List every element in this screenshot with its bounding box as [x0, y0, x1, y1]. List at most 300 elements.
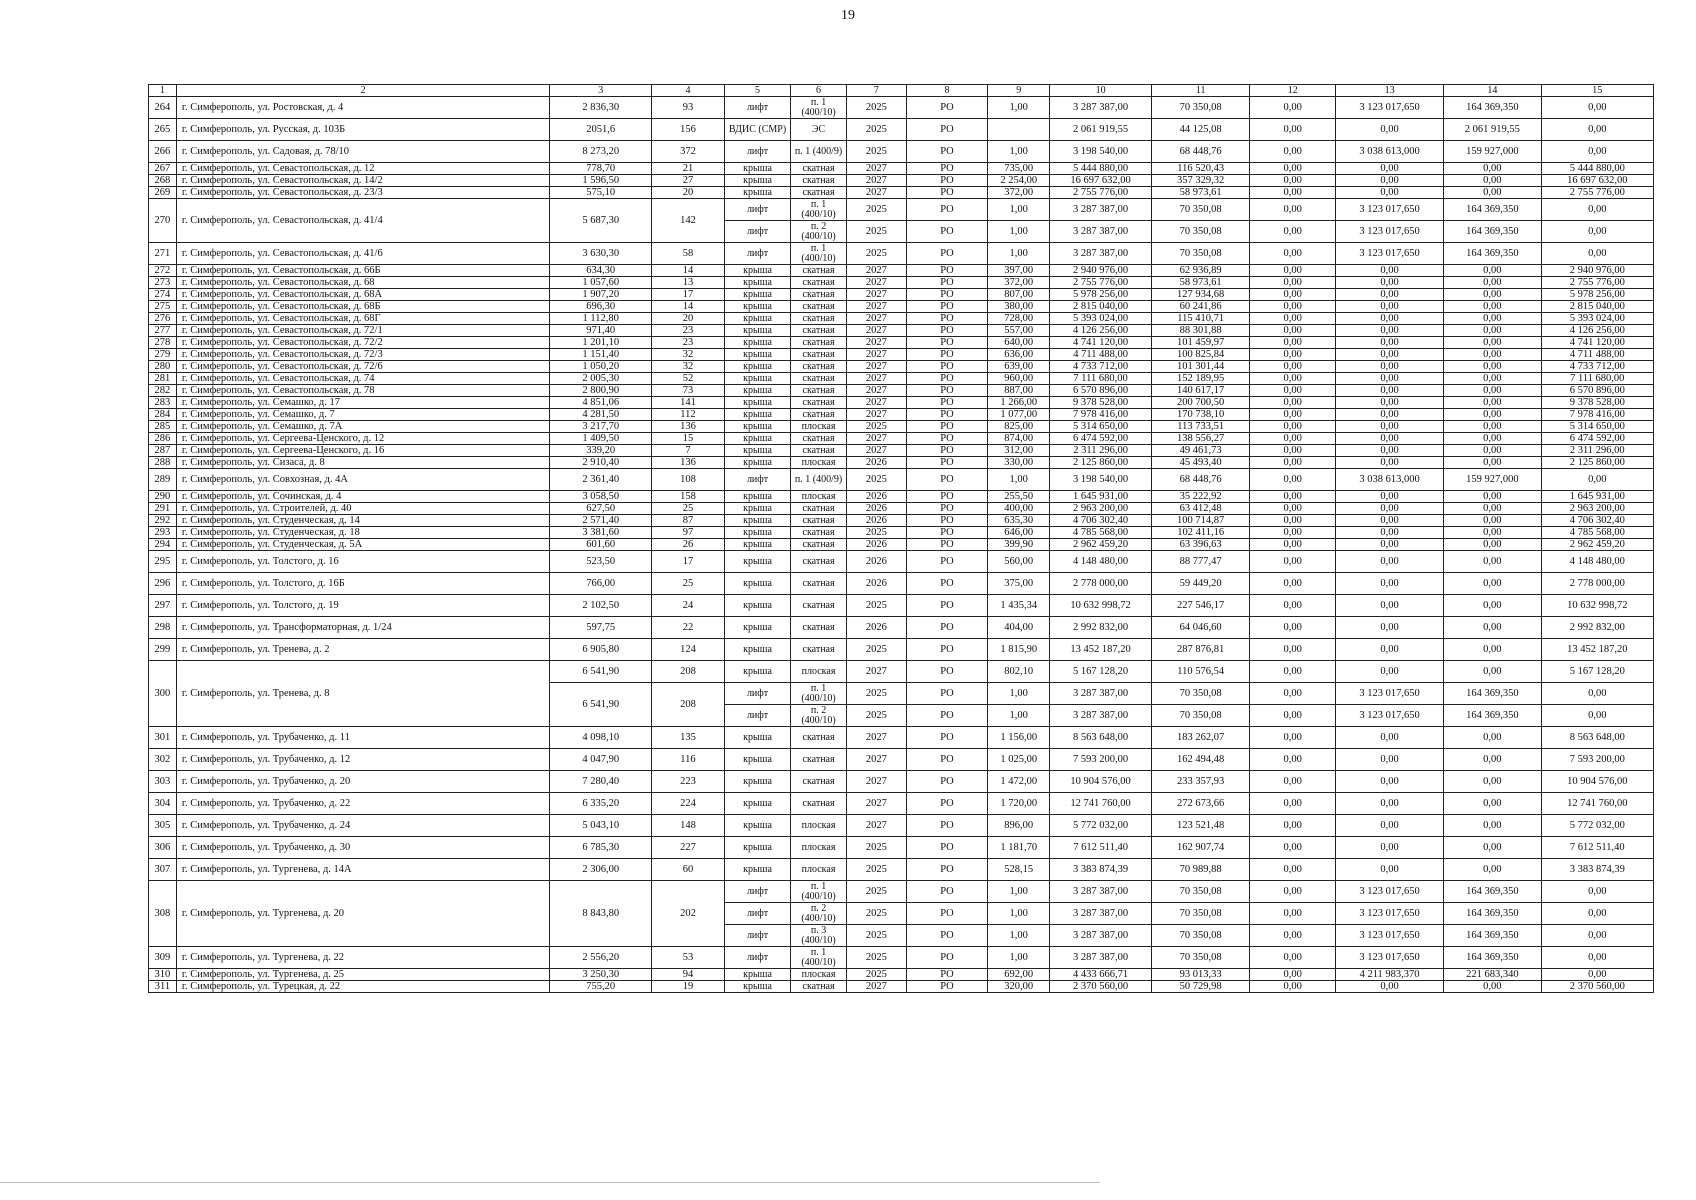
year: 2027 — [846, 727, 906, 749]
address: г. Симферополь, ул. Севастопольская, д. 23/3 — [176, 187, 550, 199]
year: 2025 — [846, 421, 906, 433]
year: 2027 — [846, 385, 906, 397]
element: лифт — [724, 683, 790, 705]
col-13: 4 211 983,370 — [1336, 969, 1444, 981]
row-number: 284 — [149, 409, 177, 421]
col-12: 0,00 — [1250, 881, 1336, 903]
element: крыша — [724, 409, 790, 421]
volume: 802,10 — [988, 661, 1050, 683]
volume: 1,00 — [988, 243, 1050, 265]
element-type: скатная — [791, 361, 847, 373]
col-12: 0,00 — [1250, 539, 1336, 551]
fund-share: 63 396,63 — [1151, 539, 1249, 551]
table-row — [149, 373, 1654, 385]
col-12: 0,00 — [1250, 361, 1336, 373]
row-number: 285 — [149, 421, 177, 433]
col-13: 0,00 — [1336, 337, 1444, 349]
col-14: 0,00 — [1444, 617, 1541, 639]
residents: 25 — [652, 573, 725, 595]
total-cost: 2 963 200,00 — [1050, 503, 1152, 515]
funding-source: РО — [906, 859, 987, 881]
address: г. Симферополь, ул. Семашко, д. 7А — [176, 421, 550, 433]
year: 2027 — [846, 749, 906, 771]
column-number: 10 — [1050, 85, 1152, 97]
address: г. Симферополь, ул. Сергеева-Ценского, д. 16 — [176, 445, 550, 457]
element-type: плоская — [791, 837, 847, 859]
element-type: скатная — [791, 639, 847, 661]
col-14: 0,00 — [1444, 793, 1541, 815]
row-number: 267 — [149, 163, 177, 175]
col-15: 6 570 896,00 — [1541, 385, 1653, 397]
col-14: 0,00 — [1444, 503, 1541, 515]
col-12: 0,00 — [1250, 421, 1336, 433]
col-15: 4 741 120,00 — [1541, 337, 1653, 349]
col-15: 5 393 024,00 — [1541, 313, 1653, 325]
col-14: 0,00 — [1444, 277, 1541, 289]
element-type: скатная — [791, 573, 847, 595]
year: 2027 — [846, 277, 906, 289]
element-type: плоская — [791, 661, 847, 683]
element-type: скатная — [791, 445, 847, 457]
col-12: 0,00 — [1250, 175, 1336, 187]
residents: 208 — [652, 661, 725, 683]
funding-source: РО — [906, 837, 987, 859]
volume: 896,00 — [988, 815, 1050, 837]
volume: 728,00 — [988, 313, 1050, 325]
address: г. Симферополь, ул. Трубаченко, д. 12 — [176, 749, 550, 771]
volume: 1 077,00 — [988, 409, 1050, 421]
col-13: 3 123 017,650 — [1336, 199, 1444, 221]
total-cost: 3 383 874,39 — [1050, 859, 1152, 881]
col-14: 164 369,350 — [1444, 947, 1541, 969]
col-15: 5 772 032,00 — [1541, 815, 1653, 837]
year: 2027 — [846, 301, 906, 313]
col-14: 0,00 — [1444, 397, 1541, 409]
table-row — [149, 337, 1654, 349]
col-13: 0,00 — [1336, 301, 1444, 313]
total-area: 1 050,20 — [550, 361, 652, 373]
table-row — [149, 815, 1654, 837]
element-type: скатная — [791, 163, 847, 175]
col-15: 2 962 459,20 — [1541, 539, 1653, 551]
col-13: 0,00 — [1336, 409, 1444, 421]
col-14: 0,00 — [1444, 163, 1541, 175]
col-15: 2 125 860,00 — [1541, 457, 1653, 469]
col-12: 0,00 — [1250, 683, 1336, 705]
address: г. Симферополь, ул. Севастопольская, д. 12 — [176, 163, 550, 175]
element-type: скатная — [791, 337, 847, 349]
volume: 1,00 — [988, 221, 1050, 243]
column-number-header — [149, 85, 1654, 97]
address: г. Симферополь, ул. Семашко, д. 7 — [176, 409, 550, 421]
residents: 20 — [652, 313, 725, 325]
col-13: 0,00 — [1336, 981, 1444, 993]
volume: 874,00 — [988, 433, 1050, 445]
address: г. Симферополь, ул. Севастопольская, д. 74 — [176, 373, 550, 385]
element-type: плоская — [791, 421, 847, 433]
year: 2025 — [846, 859, 906, 881]
total-cost: 10 904 576,00 — [1050, 771, 1152, 793]
funding-source: РО — [906, 527, 987, 539]
funding-source: РО — [906, 573, 987, 595]
element: крыша — [724, 859, 790, 881]
total-cost: 4 706 302,40 — [1050, 515, 1152, 527]
col-14: 0,00 — [1444, 373, 1541, 385]
col-13: 0,00 — [1336, 289, 1444, 301]
residents: 148 — [652, 815, 725, 837]
residents: 141 — [652, 397, 725, 409]
fund-share: 123 521,48 — [1151, 815, 1249, 837]
volume: 1 025,00 — [988, 749, 1050, 771]
year: 2025 — [846, 469, 906, 491]
col-12: 0,00 — [1250, 187, 1336, 199]
address: г. Симферополь, ул. Севастопольская, д. 72/1 — [176, 325, 550, 337]
col-12: 0,00 — [1250, 97, 1336, 119]
year: 2027 — [846, 815, 906, 837]
element-type: скатная — [791, 349, 847, 361]
col-15: 2 755 776,00 — [1541, 277, 1653, 289]
funding-source: РО — [906, 881, 987, 903]
row-number: 283 — [149, 397, 177, 409]
col-12: 0,00 — [1250, 409, 1336, 421]
funding-source: РО — [906, 661, 987, 683]
fund-share: 45 493,40 — [1151, 457, 1249, 469]
total-area: 575,10 — [550, 187, 652, 199]
total-area: 766,00 — [550, 573, 652, 595]
total-cost: 8 563 648,00 — [1050, 727, 1152, 749]
residents: 23 — [652, 325, 725, 337]
total-cost: 4 711 488,00 — [1050, 349, 1152, 361]
col-12: 0,00 — [1250, 469, 1336, 491]
fund-share: 227 546,17 — [1151, 595, 1249, 617]
table-row — [149, 397, 1654, 409]
row-number: 297 — [149, 595, 177, 617]
col-15: 10 904 576,00 — [1541, 771, 1653, 793]
funding-source: РО — [906, 325, 987, 337]
total-area: 2 102,50 — [550, 595, 652, 617]
volume: 1,00 — [988, 469, 1050, 491]
col-12: 0,00 — [1250, 815, 1336, 837]
column-number: 11 — [1151, 85, 1249, 97]
col-14: 0,00 — [1444, 325, 1541, 337]
col-13: 0,00 — [1336, 539, 1444, 551]
year: 2027 — [846, 445, 906, 457]
element: крыша — [724, 289, 790, 301]
col-14: 0,00 — [1444, 385, 1541, 397]
table-row — [149, 539, 1654, 551]
col-15: 2 370 560,00 — [1541, 981, 1653, 993]
element-type: п. 2 (400/10) — [791, 903, 847, 925]
element: крыша — [724, 661, 790, 683]
col-14: 164 369,350 — [1444, 925, 1541, 947]
element: крыша — [724, 617, 790, 639]
volume: 960,00 — [988, 373, 1050, 385]
fund-share: 70 350,08 — [1151, 683, 1249, 705]
col-14: 164 369,350 — [1444, 903, 1541, 925]
col-13: 0,00 — [1336, 421, 1444, 433]
col-13: 0,00 — [1336, 793, 1444, 815]
volume: 1 720,00 — [988, 793, 1050, 815]
element-type: скатная — [791, 981, 847, 993]
col-14: 0,00 — [1444, 445, 1541, 457]
element-type: п. 1 (400/9) — [791, 469, 847, 491]
column-number: 6 — [791, 85, 847, 97]
address: г. Симферополь, ул. Севастопольская, д. 72/2 — [176, 337, 550, 349]
year: 2025 — [846, 837, 906, 859]
total-cost: 4 433 666,71 — [1050, 969, 1152, 981]
col-14: 0,00 — [1444, 815, 1541, 837]
year: 2026 — [846, 539, 906, 551]
table-row — [149, 595, 1654, 617]
col-14: 0,00 — [1444, 175, 1541, 187]
funding-source: РО — [906, 175, 987, 187]
address: г. Симферополь, ул. Строителей, д. 40 — [176, 503, 550, 515]
funding-source: РО — [906, 397, 987, 409]
table-row — [149, 981, 1654, 993]
element: лифт — [724, 947, 790, 969]
element: крыша — [724, 457, 790, 469]
element: лифт — [724, 705, 790, 727]
residents: 17 — [652, 551, 725, 573]
fund-share: 64 046,60 — [1151, 617, 1249, 639]
year: 2027 — [846, 361, 906, 373]
col-12: 0,00 — [1250, 749, 1336, 771]
table-row — [149, 515, 1654, 527]
row-number: 305 — [149, 815, 177, 837]
volume: 1 181,70 — [988, 837, 1050, 859]
row-number: 278 — [149, 337, 177, 349]
table-row — [149, 947, 1654, 969]
funding-source: РО — [906, 445, 987, 457]
year: 2025 — [846, 969, 906, 981]
year: 2025 — [846, 199, 906, 221]
year: 2027 — [846, 265, 906, 277]
funding-source: РО — [906, 749, 987, 771]
total-area: 6 905,80 — [550, 639, 652, 661]
page-number: 19 — [841, 8, 855, 23]
address: г. Симферополь, ул. Тургенева, д. 20 — [176, 881, 550, 947]
volume: 320,00 — [988, 981, 1050, 993]
row-number: 270 — [149, 199, 177, 243]
total-area: 2 556,20 — [550, 947, 652, 969]
total-area: 1 057,60 — [550, 277, 652, 289]
table-row — [149, 243, 1654, 265]
year: 2026 — [846, 573, 906, 595]
residents: 93 — [652, 97, 725, 119]
col-15: 7 978 416,00 — [1541, 409, 1653, 421]
volume: 646,00 — [988, 527, 1050, 539]
col-13: 0,00 — [1336, 661, 1444, 683]
residents: 135 — [652, 727, 725, 749]
col-12: 0,00 — [1250, 433, 1336, 445]
row-number: 292 — [149, 515, 177, 527]
total-cost: 2 940 976,00 — [1050, 265, 1152, 277]
funding-source: РО — [906, 243, 987, 265]
volume: 639,00 — [988, 361, 1050, 373]
year: 2027 — [846, 373, 906, 385]
residents: 224 — [652, 793, 725, 815]
col-13: 0,00 — [1336, 837, 1444, 859]
year: 2025 — [846, 639, 906, 661]
total-cost: 3 287 387,00 — [1050, 97, 1152, 119]
residents: 94 — [652, 969, 725, 981]
year: 2027 — [846, 187, 906, 199]
table-row — [149, 301, 1654, 313]
funding-source: РО — [906, 639, 987, 661]
col-14: 0,00 — [1444, 313, 1541, 325]
address: г. Симферополь, ул. Севастопольская, д. 14/2 — [176, 175, 550, 187]
total-area: 1 409,50 — [550, 433, 652, 445]
volume — [988, 119, 1050, 141]
funding-source: РО — [906, 361, 987, 373]
element-type: скатная — [791, 277, 847, 289]
table-row — [149, 163, 1654, 175]
fund-share: 88 301,88 — [1151, 325, 1249, 337]
fund-share: 70 350,08 — [1151, 243, 1249, 265]
element: лифт — [724, 881, 790, 903]
fund-share: 102 411,16 — [1151, 527, 1249, 539]
element: крыша — [724, 969, 790, 981]
col-15: 0,00 — [1541, 221, 1653, 243]
row-number: 301 — [149, 727, 177, 749]
table-row — [149, 793, 1654, 815]
element: крыша — [724, 749, 790, 771]
fund-share: 272 673,66 — [1151, 793, 1249, 815]
element: лифт — [724, 925, 790, 947]
col-13: 3 123 017,650 — [1336, 903, 1444, 925]
col-13: 0,00 — [1336, 373, 1444, 385]
col-14: 0,00 — [1444, 265, 1541, 277]
residents: 227 — [652, 837, 725, 859]
element-type: п. 1 (400/9) — [791, 141, 847, 163]
volume: 397,00 — [988, 265, 1050, 277]
element: крыша — [724, 981, 790, 993]
residents: 32 — [652, 361, 725, 373]
funding-source: РО — [906, 433, 987, 445]
total-cost: 7 612 511,40 — [1050, 837, 1152, 859]
total-cost: 4 785 568,00 — [1050, 527, 1152, 539]
row-number: 276 — [149, 313, 177, 325]
address: г. Симферополь, ул. Сергеева-Ценского, д. 12 — [176, 433, 550, 445]
col-12: 0,00 — [1250, 573, 1336, 595]
year: 2026 — [846, 457, 906, 469]
volume: 2 254,00 — [988, 175, 1050, 187]
address: г. Симферополь, ул. Севастопольская, д. 68 — [176, 277, 550, 289]
element: крыша — [724, 433, 790, 445]
volume: 1,00 — [988, 141, 1050, 163]
funding-source: РО — [906, 981, 987, 993]
row-number: 265 — [149, 119, 177, 141]
col-14: 0,00 — [1444, 727, 1541, 749]
element: крыша — [724, 301, 790, 313]
total-area: 696,30 — [550, 301, 652, 313]
residents: 142 — [652, 199, 725, 243]
element: крыша — [724, 771, 790, 793]
volume: 404,00 — [988, 617, 1050, 639]
volume: 1,00 — [988, 199, 1050, 221]
total-area: 1 112,80 — [550, 313, 652, 325]
year: 2026 — [846, 551, 906, 573]
col-15: 0,00 — [1541, 469, 1653, 491]
volume: 380,00 — [988, 301, 1050, 313]
table-row — [149, 97, 1654, 119]
table-row — [149, 551, 1654, 573]
element: лифт — [724, 243, 790, 265]
col-15: 0,00 — [1541, 683, 1653, 705]
row-number: 271 — [149, 243, 177, 265]
address: г. Симферополь, ул. Толстого, д. 19 — [176, 595, 550, 617]
row-number: 290 — [149, 491, 177, 503]
row-number: 289 — [149, 469, 177, 491]
total-area: 2 800,90 — [550, 385, 652, 397]
col-12: 0,00 — [1250, 771, 1336, 793]
total-area: 2 361,40 — [550, 469, 652, 491]
table-row — [149, 187, 1654, 199]
total-area: 2 910,40 — [550, 457, 652, 469]
col-14: 0,00 — [1444, 981, 1541, 993]
row-number: 309 — [149, 947, 177, 969]
element: крыша — [724, 491, 790, 503]
col-15: 7 111 680,00 — [1541, 373, 1653, 385]
residents: 17 — [652, 289, 725, 301]
col-13: 0,00 — [1336, 639, 1444, 661]
total-area: 5 043,10 — [550, 815, 652, 837]
col-15: 4 785 568,00 — [1541, 527, 1653, 539]
col-13: 0,00 — [1336, 313, 1444, 325]
col-13: 0,00 — [1336, 771, 1444, 793]
col-12: 0,00 — [1250, 349, 1336, 361]
element: крыша — [724, 373, 790, 385]
col-13: 0,00 — [1336, 163, 1444, 175]
col-13: 3 123 017,650 — [1336, 947, 1444, 969]
total-cost: 2 311 296,00 — [1050, 445, 1152, 457]
fund-share: 49 461,73 — [1151, 445, 1249, 457]
element: крыша — [724, 595, 790, 617]
address: г. Симферополь, ул. Севастопольская, д. 66Б — [176, 265, 550, 277]
address: г. Симферополь, ул. Севастопольская, д. 78 — [176, 385, 550, 397]
address: г. Симферополь, ул. Садовая, д. 78/10 — [176, 141, 550, 163]
col-14: 0,00 — [1444, 837, 1541, 859]
fund-share: 44 125,08 — [1151, 119, 1249, 141]
row-number: 307 — [149, 859, 177, 881]
col-12: 0,00 — [1250, 491, 1336, 503]
col-13: 0,00 — [1336, 503, 1444, 515]
table-row — [149, 491, 1654, 503]
element-type: п. 1 (400/10) — [791, 881, 847, 903]
total-area: 2 005,30 — [550, 373, 652, 385]
col-14: 0,00 — [1444, 551, 1541, 573]
residents: 15 — [652, 433, 725, 445]
total-cost: 4 148 480,00 — [1050, 551, 1152, 573]
year: 2027 — [846, 289, 906, 301]
col-14: 0,00 — [1444, 771, 1541, 793]
col-15: 12 741 760,00 — [1541, 793, 1653, 815]
element: крыша — [724, 527, 790, 539]
element: крыша — [724, 539, 790, 551]
col-15: 0,00 — [1541, 119, 1653, 141]
year: 2025 — [846, 705, 906, 727]
element-type: плоская — [791, 491, 847, 503]
residents: 73 — [652, 385, 725, 397]
residents: 52 — [652, 373, 725, 385]
col-14: 0,00 — [1444, 749, 1541, 771]
year: 2027 — [846, 175, 906, 187]
total-area: 4 047,90 — [550, 749, 652, 771]
col-14: 0,00 — [1444, 595, 1541, 617]
address: г. Симферополь, ул. Совхозная, д. 4А — [176, 469, 550, 491]
address: г. Симферополь, ул. Турецкая, д. 22 — [176, 981, 550, 993]
residents: 23 — [652, 337, 725, 349]
